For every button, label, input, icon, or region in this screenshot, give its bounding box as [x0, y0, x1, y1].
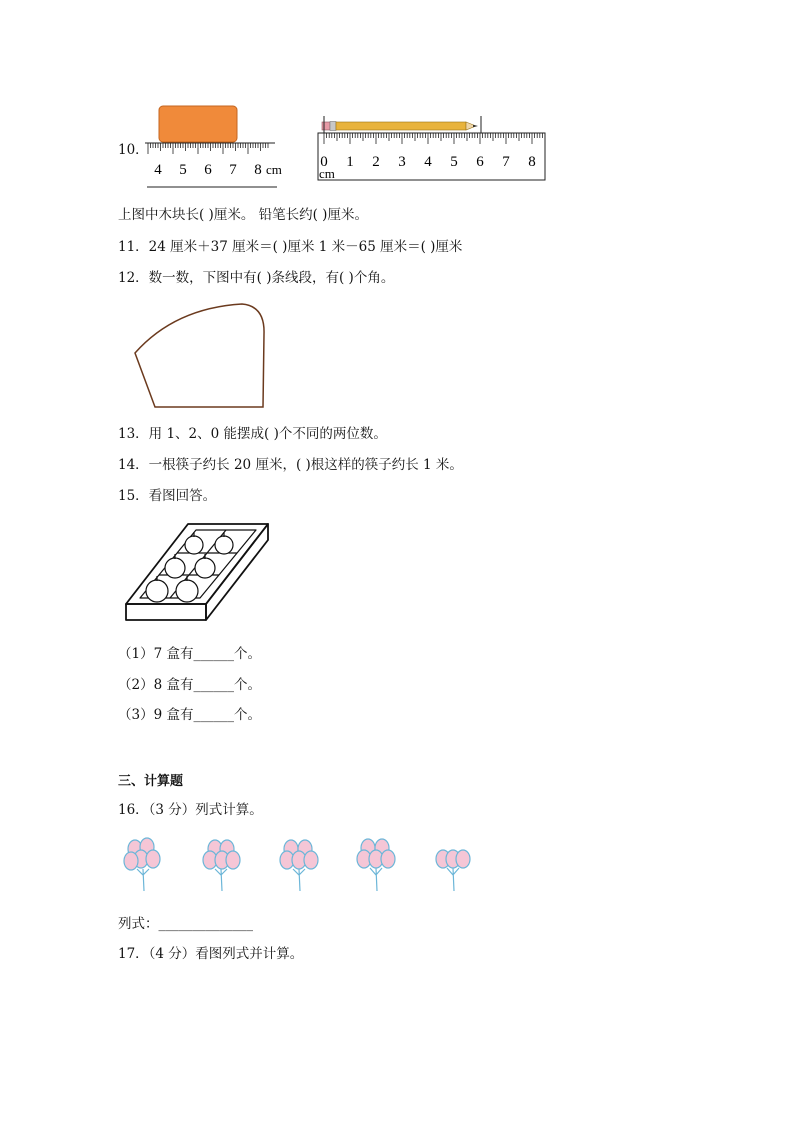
- pencil-ruler-ticks: [324, 133, 542, 144]
- q11-text: 11．24 厘米＋37 厘米＝( )厘米 1 米－65 厘米＝( )厘米: [118, 239, 463, 255]
- pencil: [322, 122, 478, 131]
- q16-formula: 列式：______________: [118, 916, 253, 932]
- box-side: [206, 524, 268, 620]
- pencil-ruler-label-5: 5: [450, 154, 458, 170]
- section-title: 三、计算题: [118, 774, 184, 789]
- eraser-ruler-label-7: 7: [229, 162, 237, 178]
- q17-text: 17．（4 分）看图列式并计算。: [118, 946, 304, 962]
- balloon-bunch-1: [124, 838, 160, 891]
- eraser-ruler-label-8: 8: [254, 162, 262, 178]
- box-front: [126, 604, 206, 620]
- pencil-ruler-label-8: 8: [528, 154, 536, 170]
- q12-text: 12．数一数，下图中有( )条线段，有( )个角。: [118, 270, 395, 286]
- q15-text: 15．看图回答。: [118, 488, 217, 504]
- q14-text: 14．一根筷子约长 20 厘米，( )根这样的筷子约长 1 米。: [118, 457, 463, 473]
- apple-icon: [176, 576, 198, 602]
- pencil-ruler-label-0: 0: [320, 154, 328, 170]
- pencil-ruler-label-4: 4: [424, 154, 432, 170]
- q10-number: 10．: [118, 142, 149, 158]
- apple-icon: [185, 532, 203, 554]
- eraser-ruler-ticks: [148, 143, 268, 154]
- pencil-ruler-label-1: 1: [346, 154, 354, 170]
- apple-icon: [146, 576, 168, 602]
- q12-shape: [130, 300, 270, 412]
- q10-answer-line: 上图中木块长( )厘米。 铅笔长约( )厘米。: [118, 207, 368, 223]
- eraser-ruler-label-4: 4: [154, 162, 162, 178]
- balloons-figure: [118, 835, 488, 897]
- pencil-ruler-figure: [315, 112, 550, 184]
- eraser-ruler-label-5: 5: [179, 162, 187, 178]
- pencil-ruler-unit: cm: [319, 166, 335, 181]
- balloon-bunch-3: [280, 840, 318, 891]
- q15-sub-1: （1）7 盒有______个。: [118, 646, 261, 662]
- pencil-ruler-label-6: 6: [476, 154, 484, 170]
- apple-icon: [195, 554, 215, 578]
- q12-outline: [135, 304, 264, 407]
- q15-sub-3: （3）9 盒有______个。: [118, 707, 261, 723]
- q16-text: 16．（3 分）列式计算。: [118, 802, 263, 818]
- eraser-ruler-figure: [145, 102, 285, 190]
- apple-box-figure: [122, 518, 272, 628]
- pencil-ruler-label-2: 2: [372, 154, 380, 170]
- q13-text: 13．用 1、2、0 能摆成( )个不同的两位数。: [118, 426, 387, 442]
- balloon-bunch-5: [436, 850, 470, 891]
- apple-icon: [165, 554, 185, 578]
- eraser: [159, 106, 237, 142]
- eraser-ruler-unit: cm: [266, 162, 282, 177]
- balloon-bunch-2: [203, 840, 240, 891]
- apple-icon: [215, 532, 233, 554]
- balloon-bunch-4: [357, 839, 395, 891]
- apples: [146, 532, 233, 602]
- pencil-ruler-label-7: 7: [502, 154, 510, 170]
- pencil-ruler-label-3: 3: [398, 154, 406, 170]
- eraser-ruler-label-6: 6: [204, 162, 212, 178]
- q15-sub-2: （2）8 盒有______个。: [118, 677, 261, 693]
